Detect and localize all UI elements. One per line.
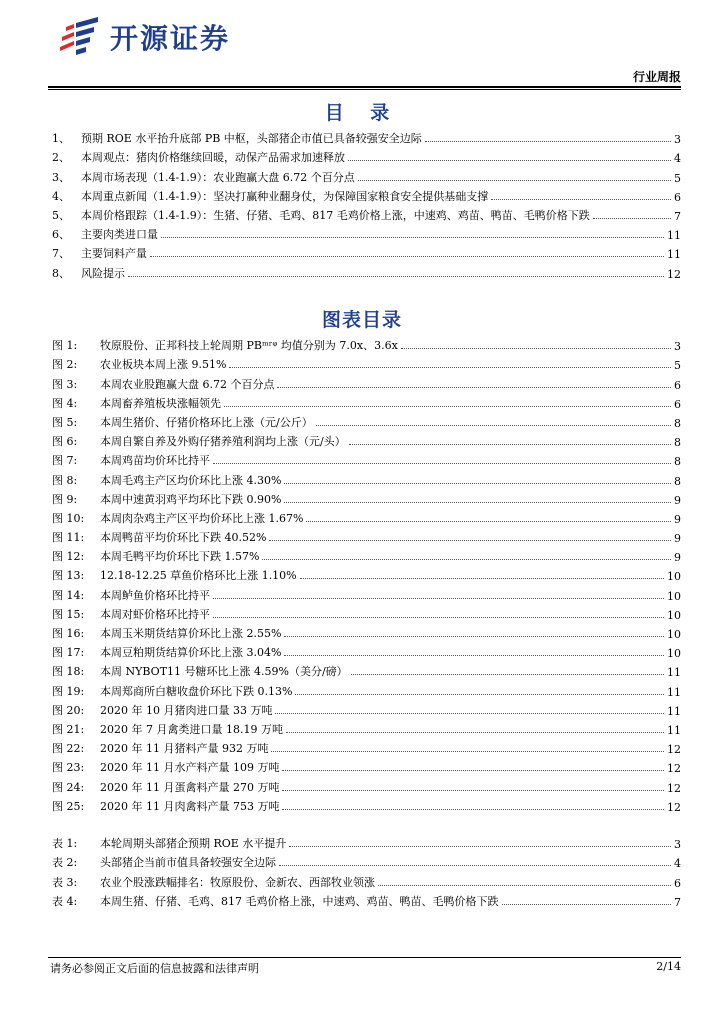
toc-page: 11 [667, 229, 681, 243]
figure-row[interactable] [52, 660, 681, 679]
figure-num: 图 4: [52, 396, 78, 410]
figure-num: 图 19: [52, 684, 85, 698]
figure-title: 本周玉米期货结算价环比上涨 2.55% [100, 627, 282, 640]
toc-page: 5 [674, 171, 681, 185]
leader-dots [300, 578, 664, 579]
figure-title: 本周中速黄羽鸡平均环比下跌 0.90% [100, 492, 282, 506]
leader-dots [378, 885, 671, 886]
figure-title: 本周鸡苗均价环比持平 [100, 454, 210, 468]
figure-row[interactable] [52, 526, 681, 545]
toc-row[interactable] [52, 185, 681, 204]
leader-dots [224, 406, 671, 407]
leader-dots [277, 387, 671, 388]
figure-row[interactable] [52, 488, 681, 507]
figure-title: 2020 年 11 月水产料产量 109 万吨 [100, 761, 280, 775]
leader-dots [284, 483, 671, 484]
figure-title: 12.18-12.25 草鱼价格环比上涨 1.10% [100, 569, 297, 583]
figure-title: 农业板块本周上涨 9.51% [100, 358, 227, 372]
figure-row[interactable] [52, 641, 681, 660]
table-row[interactable] [52, 890, 681, 909]
leader-dots [279, 865, 671, 866]
figure-page: 10 [667, 628, 681, 641]
table-num: 表 1: [52, 837, 78, 851]
toc-num: 2、 [52, 151, 70, 165]
footer-page-number: 2/14 [656, 960, 681, 973]
toc-num: 8、 [52, 266, 70, 280]
figure-row[interactable] [52, 545, 681, 564]
toc-title: 本周市场表现（1.4-1.9）：农业跑赢大盘 6.72 个百分点 [81, 170, 355, 184]
table-num: 表 2: [52, 856, 78, 870]
header-divider-thin [48, 89, 681, 90]
leader-dots [425, 141, 671, 142]
table-row[interactable] [52, 870, 681, 889]
figure-row[interactable] [52, 603, 681, 622]
figure-title: 2020 年 10 月猪肉进口量 33 万吨 [100, 703, 273, 717]
toc-num: 4、 [52, 189, 70, 203]
figure-page: 12 [667, 762, 681, 776]
figure-page: 11 [667, 685, 681, 699]
figure-num: 图 5: [52, 415, 78, 429]
figure-num: 图 1: [52, 339, 78, 353]
figure-title: 本周郑商所白糖收盘价环比下跌 0.13% [100, 684, 293, 698]
toc-row[interactable] [52, 127, 681, 146]
table-title: 农业个股涨跌幅排名：牧原股份、金新农、西部牧业领涨 [100, 875, 375, 889]
table-num: 表 3: [52, 875, 78, 889]
toc-num: 1、 [52, 132, 70, 146]
leader-dots [229, 367, 671, 368]
leader-dots [213, 463, 671, 464]
figure-num: 图 9: [52, 492, 78, 506]
figure-title: 2020 年 11 月肉禽料产量 753 万吨 [100, 799, 280, 813]
leader-dots [502, 904, 672, 905]
figure-row[interactable] [52, 430, 681, 449]
leader-dots [593, 218, 671, 219]
figure-title: 2020 年 11 月蛋禽料产量 270 万吨 [100, 780, 280, 794]
figure-num: 图 7: [52, 454, 78, 468]
table-page: 4 [674, 857, 681, 871]
header-divider [48, 86, 681, 88]
company-logo [54, 17, 230, 57]
toc-page: 11 [667, 248, 681, 262]
toc-num: 7、 [52, 247, 70, 261]
figure-title: 本周生猪价、仔猪价格环比上涨（元/公斤） [100, 415, 313, 429]
figure-title: 牧原股份、正邦科技上轮周期 PBᵐʳᵠ 均值分别为 7.0x、3.6x [100, 339, 398, 353]
table-row[interactable] [52, 851, 681, 870]
toc-row[interactable] [52, 242, 681, 261]
figure-page: 8 [674, 416, 681, 430]
figure-list [52, 334, 681, 814]
figure-num: 图 18: [52, 665, 85, 679]
figure-title: 2020 年 7 月禽类进口量 18.19 万吨 [100, 722, 283, 736]
toc-page: 7 [674, 209, 681, 223]
figure-page: 8 [674, 474, 681, 488]
footer-disclaimer: 请务必参阅正文后面的信息披露和法律声明 [50, 962, 259, 975]
toc-page: 12 [667, 267, 681, 281]
toc-title: 主要饲料产量 [81, 247, 147, 261]
leader-dots [284, 502, 671, 503]
toc-title: 主要肉类进口量 [81, 228, 158, 242]
figure-page: 11 [667, 704, 681, 718]
figure-num: 图 10: [52, 511, 85, 525]
figure-num: 图 3: [52, 377, 78, 391]
leader-dots [289, 846, 671, 847]
figure-page: 10 [667, 647, 681, 661]
figure-num: 图 16: [52, 627, 85, 640]
toc-heading: 目 录 [324, 102, 400, 124]
figure-page: 9 [674, 551, 681, 565]
figure-page: 12 [667, 781, 681, 795]
figure-num: 图 12: [52, 550, 85, 564]
toc-row[interactable] [52, 261, 681, 280]
figure-page: 8 [674, 436, 681, 450]
figure-row[interactable] [52, 392, 681, 411]
leader-dots [213, 617, 664, 618]
logo-text: 开源证券 [110, 22, 231, 55]
figure-row[interactable] [52, 507, 681, 526]
leader-dots [358, 180, 671, 181]
leader-dots [349, 444, 671, 445]
table-title: 本周生猪、仔猪、毛鸡、817 毛鸡价格上涨，中速鸡、鸡苗、鸭苗、毛鸭价格下跌 [100, 894, 499, 908]
figure-num: 图 13: [52, 569, 85, 583]
toc-list [52, 127, 681, 281]
table-num: 表 4: [52, 894, 78, 908]
figure-page: 9 [674, 493, 681, 507]
footer-divider [48, 957, 681, 958]
toc-title: 本周观点：猪肉价格继续回暖，动保产品需求加速释放 [81, 151, 345, 165]
figure-row[interactable] [52, 334, 681, 353]
figure-page: 8 [674, 455, 681, 469]
leader-dots [491, 199, 671, 200]
figure-title: 本周鸭苗平均价环比下跌 40.52% [100, 531, 267, 545]
figure-title: 本周毛鸭平均价环比下跌 1.57% [100, 550, 260, 564]
toc-row[interactable] [52, 223, 681, 242]
figure-num: 图 20: [52, 703, 85, 717]
figure-page: 12 [667, 743, 681, 757]
figure-row[interactable] [52, 353, 681, 372]
leader-dots [295, 694, 664, 695]
leader-dots [161, 237, 664, 238]
toc-row[interactable] [52, 146, 681, 165]
figure-page: 3 [674, 340, 681, 354]
leader-dots [284, 655, 664, 656]
leader-dots [150, 256, 664, 257]
leader-dots [282, 809, 664, 810]
figure-num: 图 2: [52, 358, 78, 372]
leader-dots [269, 540, 671, 541]
figure-num: 图 23: [52, 761, 85, 775]
report-type: 行业周报 [632, 70, 681, 84]
leader-dots [213, 598, 664, 599]
figure-num: 图 24: [52, 780, 85, 794]
leader-dots [282, 790, 664, 791]
figure-num: 图 25: [52, 799, 85, 813]
figure-row[interactable] [52, 737, 681, 756]
figure-num: 图 11: [52, 531, 85, 545]
toc-num: 5、 [52, 208, 70, 222]
figure-title: 本周毛鸡主产区均价环比上涨 4.30% [100, 473, 282, 487]
logo-mark-icon [54, 17, 106, 57]
figure-title: 本周对虾价格环比持平 [100, 607, 210, 621]
toc-row[interactable] [52, 204, 681, 223]
figure-page: 10 [667, 589, 681, 603]
toc-page: 3 [674, 133, 681, 147]
figure-page: 6 [674, 397, 681, 411]
leader-dots [401, 348, 671, 349]
figure-row[interactable] [52, 583, 681, 602]
figure-page: 6 [674, 378, 681, 392]
toc-page: 4 [674, 152, 681, 166]
figure-title: 本周 NYBOT11 号糖环比上涨 4.59%（美分/磅） [100, 665, 348, 679]
figure-row[interactable] [52, 679, 681, 698]
table-list [52, 832, 681, 909]
figure-row[interactable] [52, 756, 681, 775]
figure-row[interactable] [52, 372, 681, 391]
figure-page: 11 [667, 723, 681, 737]
table-title: 本轮周期头部猪企预期 ROE 水平提升 [100, 837, 287, 851]
toc-page: 6 [674, 190, 681, 204]
figure-num: 图 15: [52, 607, 85, 621]
figure-page: 9 [674, 532, 681, 546]
toc-title: 本周重点新闻（1.4-1.9）：坚决打赢种业翻身仗，为保障国家粮食安全提供基础支撑 [81, 189, 489, 203]
figure-num: 图 17: [52, 646, 85, 660]
figure-page: 9 [674, 512, 681, 526]
figure-row[interactable] [52, 468, 681, 487]
leader-dots [128, 276, 664, 277]
leader-dots [351, 674, 664, 675]
table-page: 3 [674, 838, 681, 852]
table-row[interactable] [52, 832, 681, 851]
leader-dots [262, 559, 671, 560]
figure-row[interactable] [52, 622, 681, 641]
figure-page: 11 [667, 666, 681, 680]
leader-dots [271, 751, 664, 752]
figure-page: 10 [667, 570, 681, 584]
leader-dots [306, 521, 671, 522]
table-page: 6 [674, 876, 681, 890]
figure-num: 图 21: [52, 722, 85, 736]
toc-title: 风险提示 [81, 266, 125, 280]
table-title: 头部猪企当前市值具备较强安全边际 [100, 856, 276, 870]
figure-row[interactable] [52, 449, 681, 468]
figure-row[interactable] [52, 564, 681, 583]
figure-title: 本周鲈鱼价格环比持平 [100, 588, 210, 602]
toc-title: 本周价格跟踪（1.4-1.9）：生猪、仔猪、毛鸡、817 毛鸡价格上涨，中速鸡、鸡苗、鸭苗、毛鸭价格下跌 [81, 208, 590, 222]
figure-row[interactable] [52, 411, 681, 430]
figure-page: 5 [674, 359, 681, 373]
figure-page: 10 [667, 608, 681, 622]
figure-title: 本周豆粕期货结算价环比上涨 3.04% [100, 646, 282, 660]
figures-heading: 图表目录 [321, 309, 402, 331]
figure-num: 图 14: [52, 588, 85, 602]
leader-dots [284, 636, 664, 637]
figure-num: 图 8: [52, 473, 78, 487]
leader-dots [348, 160, 671, 161]
figure-title: 本周肉杂鸡主产区平均价环比上涨 1.67% [100, 511, 304, 525]
leader-dots [286, 732, 664, 733]
figure-row[interactable] [52, 775, 681, 794]
toc-num: 3、 [52, 170, 70, 184]
figure-title: 本周自繁自养及外购仔猪养殖利润均上涨（元/头） [100, 435, 346, 449]
leader-dots [282, 770, 664, 771]
figure-page: 12 [667, 800, 681, 814]
toc-title: 预期 ROE 水平抬升底部 PB 中枢，头部猪企市值已具备较强安全边际 [81, 132, 422, 146]
figure-row[interactable] [52, 699, 681, 718]
toc-row[interactable] [52, 165, 681, 184]
figure-title: 2020 年 11 月猪料产量 932 万吨 [100, 742, 269, 756]
figure-num: 图 22: [52, 742, 85, 756]
table-page: 7 [674, 895, 681, 909]
figure-row[interactable] [52, 718, 681, 737]
figure-title: 本周农业股跑赢大盘 6.72 个百分点 [100, 377, 275, 391]
figure-num: 图 6: [52, 435, 78, 449]
leader-dots [316, 425, 671, 426]
figure-row[interactable] [52, 795, 681, 814]
leader-dots [275, 713, 664, 714]
figure-title: 本周畜养殖板块涨幅领先 [100, 396, 221, 410]
toc-num: 6、 [52, 228, 70, 242]
